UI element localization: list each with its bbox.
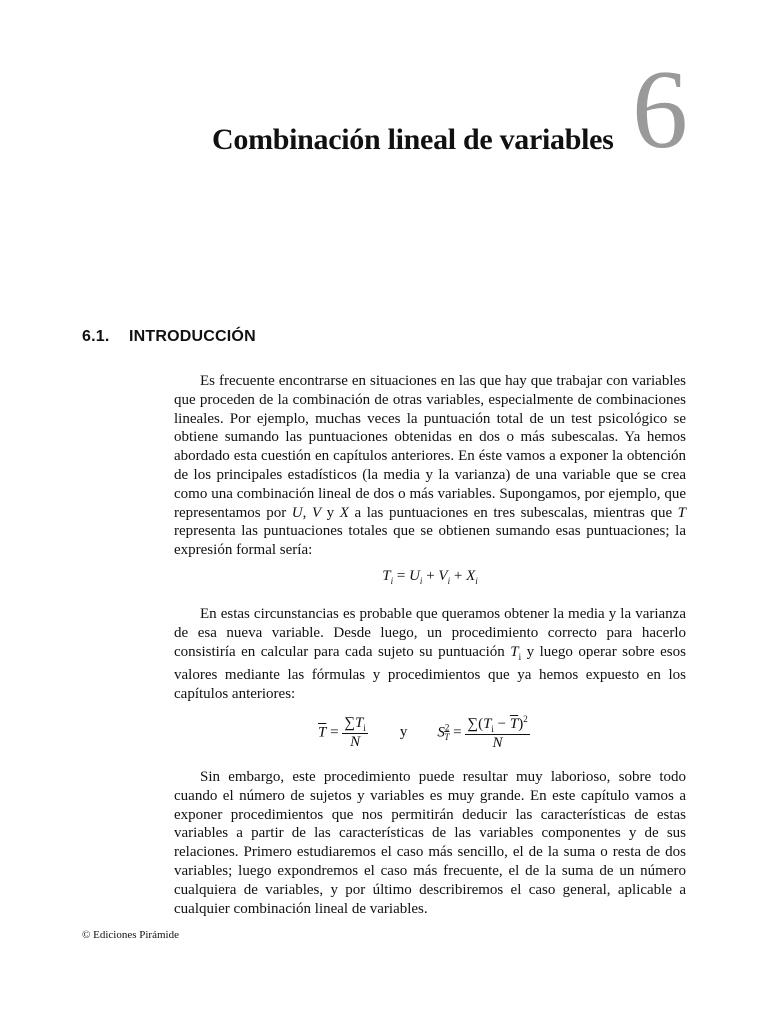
sub-i: i	[518, 651, 522, 662]
eq-equals: =	[326, 724, 343, 741]
t-symbol: T	[355, 715, 364, 731]
paragraph-1-text: Es frecuente encontrarse en situaciones en las que hay que trabajar con variables que proceden de la combinación de otras variables, especialmente de combinaciones lineales. Por ejemplo, muchas veces la puntuación total de un test psicológico se obtiene sumando las puntuaciones obtenidas en dos o más subescalas. Ya hemos abordado esta cuestión en capítulos anteriores. En éste vamos a exponer la obtención de los principales estadísticos (la media y la varianza) de una variable que se crea como una combinación lineal de dos o más variables. Supongamos, por ejemplo, que representamos por	[174, 373, 686, 521]
var-t: T	[510, 643, 519, 660]
equation-sum	[174, 568, 686, 586]
sum-symbol: ∑	[467, 716, 479, 732]
separator: ,	[302, 504, 312, 521]
eq-x: X	[466, 568, 476, 584]
paragraph-3-text: Sin embargo, este procedimiento puede resultar muy laborioso, sobre todo cuando el número de sujetos y variables es muy grande. En este capítulo vamos a exponer procedimientos que nos permitirán deducir las características de estas variables a partir de las características de las variables componentes y de sus relaciones. Primero estudiaremos el caso más sencillo, el de la suma o resta de dos variables; luego expondremos el caso más frecuente, el de la suma de un número cualquiera de variables, y por último describiremos el caso general, aplicable a cualquier combinación lineal de variables.	[174, 769, 686, 917]
eq-equals: =	[393, 568, 410, 584]
eq-equals: =	[449, 724, 466, 741]
conjunction: y	[399, 724, 408, 741]
eq-sub: i	[390, 576, 394, 586]
separator: y	[321, 504, 340, 521]
mean-symbol: $\overline{T}$	[509, 716, 519, 732]
paragraph-2	[174, 605, 686, 704]
var-x: X	[339, 504, 349, 521]
minus-sign: −	[493, 716, 510, 732]
eq-t: T	[382, 568, 391, 584]
paragraph-3	[174, 768, 686, 918]
variance-fraction	[465, 714, 529, 752]
sub-i: i	[363, 723, 366, 733]
mean-numerator	[342, 715, 368, 734]
mean-fraction	[342, 715, 368, 751]
mean-denominator	[342, 734, 368, 751]
variance-numerator	[465, 714, 529, 735]
var-u: U	[291, 504, 303, 521]
section-number: 6.1.	[82, 328, 110, 345]
sup-2: 2	[444, 722, 450, 733]
open-paren: (	[478, 716, 484, 732]
sup-2: 2	[523, 714, 528, 724]
eq-u: U	[409, 568, 420, 584]
var-v: V	[311, 504, 322, 521]
var-t: T	[677, 504, 687, 521]
sum-symbol: ∑	[344, 715, 356, 731]
n-symbol: N	[350, 734, 361, 750]
chapter-number: 6	[632, 48, 688, 172]
paragraph-1-text: representa las puntuaciones totales que se obtienen sumando esas puntuaciones; la expresión formal sería:	[174, 523, 686, 559]
paragraph-2-text: y luego operar sobre esos valores mediante las fórmulas y procedimientos que ya hemos expuesto en los capítulos anteriores:	[174, 643, 686, 703]
close-paren: )	[518, 716, 524, 732]
n-symbol: N	[492, 735, 503, 751]
eq-sub: i	[419, 576, 423, 586]
chapter-title: Combinación lineal de variables	[212, 123, 614, 156]
eq-plus: +	[422, 568, 439, 584]
copyright-footer: © Ediciones Pirámide	[82, 929, 179, 941]
eq-sub: i	[475, 576, 478, 586]
variance-denominator	[465, 735, 529, 752]
section-title: INTRODUCCIÓN	[129, 328, 256, 345]
paragraph-1	[174, 372, 686, 560]
eq-v: V	[438, 568, 448, 584]
paragraph-2-text: En estas circunstancias es probable que queramos obtener la media y la varianza de esa nueva variable. Desde luego, un procedimiento correcto para hacerlo consistiría en calcular para cada sujeto su puntuación	[174, 606, 686, 660]
equation-mean-variance	[318, 714, 530, 752]
sub-i: i	[491, 724, 494, 734]
paragraph-1-text: a las puntuaciones en tres subescalas, mientras que	[348, 504, 678, 521]
t-symbol: T	[483, 716, 492, 732]
mean-symbol: $\overline{T}$	[318, 724, 327, 741]
eq-plus: +	[450, 568, 467, 584]
variance-symbol: S	[437, 724, 445, 741]
sub-t-symbol: T	[444, 732, 450, 743]
eq-sub: i	[447, 576, 451, 586]
section-heading	[82, 328, 256, 346]
